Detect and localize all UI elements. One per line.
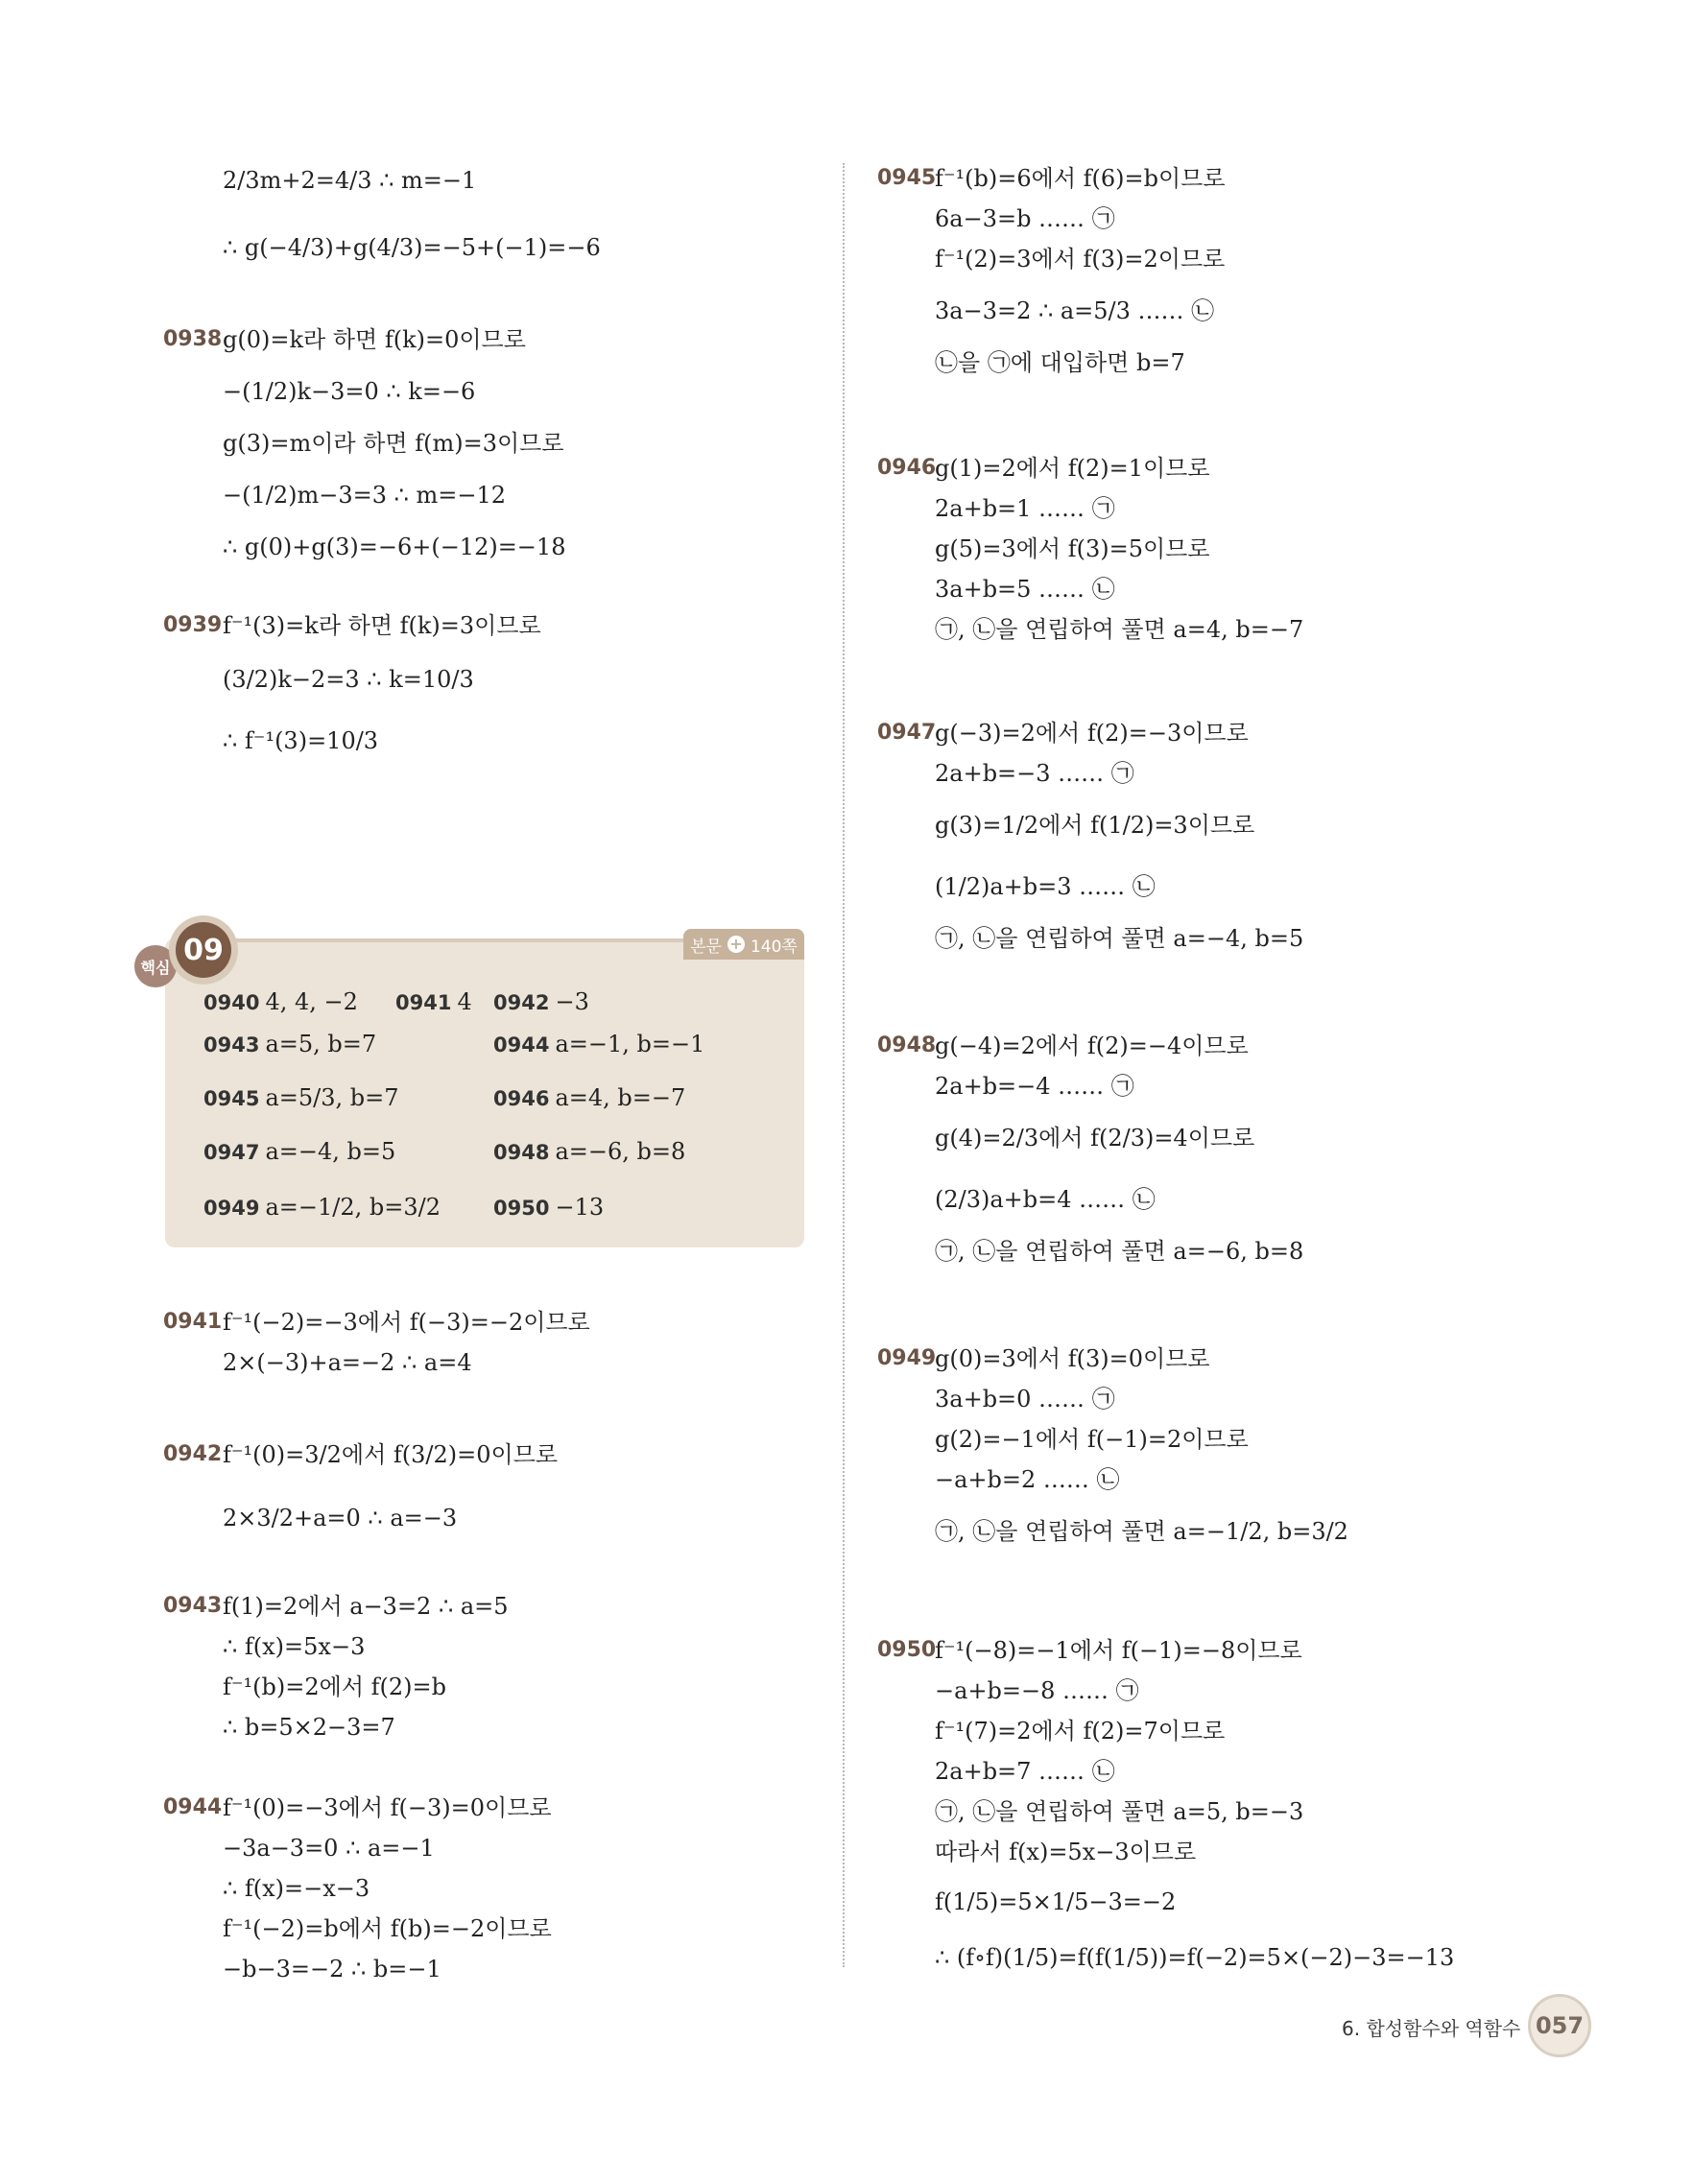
solution-line: f⁻¹(3)=k라 하면 f(k)=3이므로 bbox=[223, 612, 541, 639]
solution-line: 2a+b=7 …… ㉡ bbox=[935, 1758, 1115, 1785]
solution-line: ㉠, ㉡을 연립하여 풀면 a=−1/2, b=3/2 bbox=[935, 1518, 1348, 1545]
solution-line: f⁻¹(b)=6에서 f(6)=b이므로 bbox=[935, 165, 1226, 192]
solution-line: ㉠, ㉡을 연립하여 풀면 a=4, b=−7 bbox=[935, 616, 1304, 643]
solution-line: f(1)=2에서 a−3=2 ∴ a=5 bbox=[223, 1593, 509, 1620]
solution-line: f⁻¹(−2)=b에서 f(b)=−2이므로 bbox=[223, 1915, 552, 1942]
solution-line: f⁻¹(0)=3/2에서 f(3/2)=0이므로 bbox=[223, 1441, 559, 1468]
solution-line: 3a+b=0 …… ㉠ bbox=[935, 1386, 1115, 1412]
solution-line: (2/3)a+b=4 …… ㉡ bbox=[935, 1186, 1156, 1213]
solution-line: ∴ (f∘f)(1/5)=f(f(1/5))=f(−2)=5×(−2)−3=−13 bbox=[935, 1944, 1455, 1971]
solution-line: f⁻¹(−2)=−3에서 f(−3)=−2이므로 bbox=[223, 1309, 590, 1336]
solution-line: 3a+b=5 …… ㉡ bbox=[935, 576, 1115, 603]
solution-line: ∴ b=5×2−3=7 bbox=[223, 1714, 395, 1741]
answer-item: 0941 4 bbox=[395, 988, 472, 1015]
solution-line: −a+b=−8 …… ㉠ bbox=[935, 1677, 1139, 1704]
main-text-page-reference bbox=[683, 929, 804, 960]
solution-line: ∴ f(x)=5x−3 bbox=[223, 1633, 366, 1660]
column-divider bbox=[843, 163, 845, 1967]
solution-line: f(1/5)=5×1/5−3=−2 bbox=[935, 1888, 1177, 1915]
solution-line: 3a−3=2 ∴ a=5/3 …… ㉡ bbox=[935, 297, 1215, 324]
answer-item: 0945 a=5/3, b=7 bbox=[203, 1084, 399, 1111]
problem-number: 0946 bbox=[877, 456, 937, 480]
solution-line: −(1/2)k−3=0 ∴ k=−6 bbox=[223, 378, 476, 405]
solution-line: 6a−3=b …… ㉠ bbox=[935, 205, 1115, 232]
answer-item: 0946 a=4, b=−7 bbox=[493, 1084, 686, 1111]
solution-line: f⁻¹(2)=3에서 f(3)=2이므로 bbox=[935, 246, 1226, 273]
answer-item: 0947 a=−4, b=5 bbox=[203, 1138, 396, 1165]
solution-line: (1/2)a+b=3 …… ㉡ bbox=[935, 873, 1156, 900]
problem-number: 0948 bbox=[877, 1033, 937, 1057]
section-badge bbox=[169, 915, 238, 985]
answer-item: 0942 −3 bbox=[493, 988, 589, 1015]
solution-line: 따라서 f(x)=5x−3이므로 bbox=[935, 1839, 1197, 1865]
core-tag: 핵심 bbox=[134, 945, 177, 987]
solution-line: f⁻¹(0)=−3에서 f(−3)=0이므로 bbox=[223, 1794, 552, 1821]
solution-line: 2a+b=1 …… ㉠ bbox=[935, 495, 1115, 522]
solution-line: ㉠, ㉡을 연립하여 풀면 a=5, b=−3 bbox=[935, 1798, 1304, 1825]
solution-line: 2a+b=−3 …… ㉠ bbox=[935, 760, 1134, 787]
solution-line: 2a+b=−4 …… ㉠ bbox=[935, 1073, 1134, 1100]
answer-item: 0943 a=5, b=7 bbox=[203, 1031, 377, 1057]
answer-item: 0949 a=−1/2, b=3/2 bbox=[203, 1194, 441, 1221]
problem-number: 0949 bbox=[877, 1346, 937, 1370]
solution-line: ∴ g(−4/3)+g(4/3)=−5+(−1)=−6 bbox=[223, 234, 601, 261]
solution-line: −(1/2)m−3=3 ∴ m=−12 bbox=[223, 482, 507, 509]
answer-item: 0940 4, 4, −2 bbox=[203, 988, 358, 1015]
solution-line: 2×3/2+a=0 ∴ a=−3 bbox=[223, 1505, 458, 1531]
solution-line: (3/2)k−2=3 ∴ k=10/3 bbox=[223, 666, 474, 693]
solution-line: −b−3=−2 ∴ b=−1 bbox=[223, 1956, 441, 1982]
page-number: 057 bbox=[1528, 1994, 1591, 2057]
answer-item: 0948 a=−6, b=8 bbox=[493, 1138, 686, 1165]
plus-circle-icon: + bbox=[727, 936, 745, 953]
section-badge-number: 09 bbox=[176, 922, 231, 978]
solution-line: g(3)=1/2에서 f(1/2)=3이므로 bbox=[935, 812, 1255, 839]
solution-line: g(−4)=2에서 f(2)=−4이므로 bbox=[935, 1033, 1249, 1059]
solution-line: g(−3)=2에서 f(2)=−3이므로 bbox=[935, 720, 1249, 747]
problem-number: 0938 bbox=[163, 327, 223, 351]
solution-line: g(3)=m이라 하면 f(m)=3이므로 bbox=[223, 430, 564, 457]
problem-number: 0947 bbox=[877, 721, 937, 745]
page-ref-number: 140쪽 bbox=[750, 937, 798, 957]
problem-number: 0945 bbox=[877, 166, 937, 190]
solution-line: ㉠, ㉡을 연립하여 풀면 a=−6, b=8 bbox=[935, 1238, 1304, 1265]
problem-number: 0942 bbox=[163, 1442, 223, 1466]
solution-line: g(2)=−1에서 f(−1)=2이므로 bbox=[935, 1426, 1249, 1453]
solution-line: ∴ f(x)=−x−3 bbox=[223, 1875, 370, 1902]
answer-item: 0944 a=−1, b=−1 bbox=[493, 1031, 705, 1057]
solution-line: ㉠, ㉡을 연립하여 풀면 a=−4, b=5 bbox=[935, 925, 1304, 952]
solution-line: g(4)=2/3에서 f(2/3)=4이므로 bbox=[935, 1125, 1255, 1151]
chapter-title: 6. 합성함수와 역함수 bbox=[1342, 2017, 1521, 2040]
problem-number: 0944 bbox=[163, 1795, 223, 1819]
solution-line: 2/3m+2=4/3 ∴ m=−1 bbox=[223, 167, 477, 194]
solution-line: f⁻¹(7)=2에서 f(2)=7이므로 bbox=[935, 1718, 1226, 1745]
problem-number: 0939 bbox=[163, 613, 223, 637]
solution-line: ∴ f⁻¹(3)=10/3 bbox=[223, 727, 379, 754]
solution-line: −3a−3=0 ∴ a=−1 bbox=[223, 1835, 435, 1862]
problem-number: 0941 bbox=[163, 1310, 223, 1334]
solution-line: 2×(−3)+a=−2 ∴ a=4 bbox=[223, 1349, 472, 1376]
solution-line: ∴ g(0)+g(3)=−6+(−12)=−18 bbox=[223, 534, 566, 560]
solution-line: −a+b=2 …… ㉡ bbox=[935, 1466, 1120, 1493]
problem-number: 0950 bbox=[877, 1638, 937, 1662]
page-ref-label: 본문 bbox=[690, 937, 722, 957]
solution-line: g(0)=k라 하면 f(k)=0이므로 bbox=[223, 326, 526, 353]
solution-line: g(1)=2에서 f(2)=1이므로 bbox=[935, 455, 1210, 482]
answer-item: 0950 −13 bbox=[493, 1194, 605, 1221]
solution-line: f⁻¹(b)=2에서 f(2)=b bbox=[223, 1674, 446, 1700]
solution-line: g(0)=3에서 f(3)=0이므로 bbox=[935, 1345, 1210, 1372]
solution-line: f⁻¹(−8)=−1에서 f(−1)=−8이므로 bbox=[935, 1637, 1302, 1664]
solution-line: g(5)=3에서 f(3)=5이므로 bbox=[935, 535, 1210, 562]
solution-line: ㉡을 ㉠에 대입하면 b=7 bbox=[935, 349, 1185, 376]
problem-number: 0943 bbox=[163, 1594, 223, 1618]
